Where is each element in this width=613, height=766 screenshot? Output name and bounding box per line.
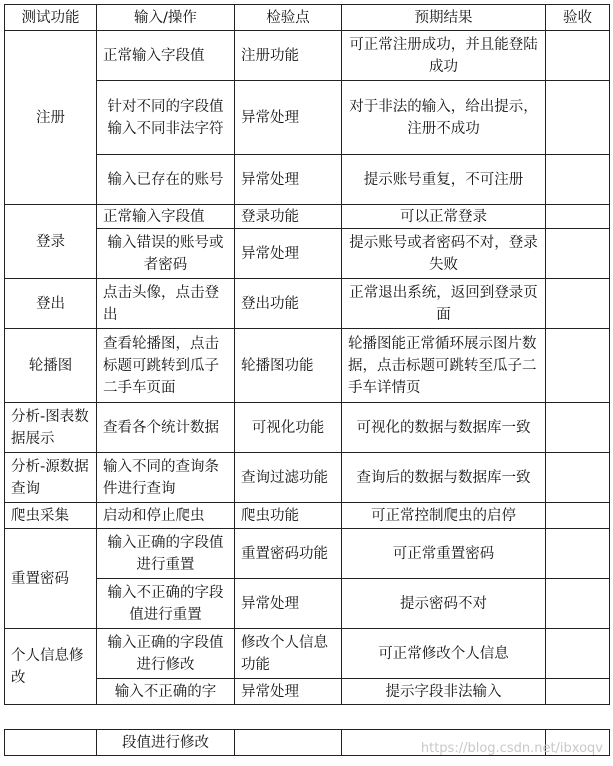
accept-cell bbox=[546, 529, 610, 579]
input-cell: 输入不同的查询条件进行查询 bbox=[97, 453, 235, 503]
accept-cell bbox=[546, 629, 610, 679]
input-cell: 查看轮播图，点击标题可跳转到瓜子二手车页面 bbox=[97, 329, 235, 403]
expected-cell: 可视化的数据与数据库一致 bbox=[342, 403, 546, 453]
check-cell: 登录功能 bbox=[235, 205, 342, 229]
feature-cell: 注册 bbox=[5, 31, 97, 205]
check-cell: 异常处理 bbox=[235, 155, 342, 205]
table-row bbox=[5, 529, 610, 579]
input-cell: 正常输入字段值 bbox=[97, 205, 235, 229]
accept-cell bbox=[546, 453, 610, 503]
watermark: https://blog.csdn.net/ibxoqv bbox=[420, 741, 603, 756]
check-cell: 注册功能 bbox=[235, 31, 342, 81]
input-cell: 输入已存在的账号 bbox=[97, 155, 235, 205]
input-cell: 输入正确的字段值进行修改 bbox=[97, 629, 235, 679]
accept-cell bbox=[546, 229, 610, 279]
check-cell bbox=[235, 730, 342, 756]
expected-cell: 可正常重置密码 bbox=[342, 529, 546, 579]
table-row bbox=[5, 629, 610, 679]
input-cell: 正常输入字段值 bbox=[97, 31, 235, 81]
table-row bbox=[5, 453, 610, 503]
input-cell: 输入正确的字段值进行重置 bbox=[97, 529, 235, 579]
check-cell: 登出功能 bbox=[235, 279, 342, 329]
expected-cell: 提示密码不对 bbox=[342, 579, 546, 629]
expected-cell: 可正常控制爬虫的启停 bbox=[342, 503, 546, 529]
feature-cell: 登出 bbox=[5, 279, 97, 329]
check-cell: 重置密码功能 bbox=[235, 529, 342, 579]
input-cell: 查看各个统计数据 bbox=[97, 403, 235, 453]
feature-cell: 重置密码 bbox=[5, 529, 97, 629]
feature-cell: 分析-图表数据展示 bbox=[5, 403, 97, 453]
check-cell: 查询过滤功能 bbox=[235, 453, 342, 503]
expected-cell: 可以正常登录 bbox=[342, 205, 546, 229]
accept-cell bbox=[546, 279, 610, 329]
feature-cell: 爬虫采集 bbox=[5, 503, 97, 529]
header-row bbox=[5, 5, 610, 31]
expected-cell: 提示账号重复，不可注册 bbox=[342, 155, 546, 205]
table-row bbox=[5, 329, 610, 403]
accept-cell bbox=[546, 503, 610, 529]
expected-cell: 提示账号或者密码不对，登录失败 bbox=[342, 229, 546, 279]
input-cell: 启动和停止爬虫 bbox=[97, 503, 235, 529]
feature-cell: 轮播图 bbox=[5, 329, 97, 403]
accept-cell bbox=[546, 155, 610, 205]
header-expected: 预期结果 bbox=[342, 5, 546, 31]
feature-cell: 分析-源数据查询 bbox=[5, 453, 97, 503]
expected-cell: 可正常修改个人信息 bbox=[342, 629, 546, 679]
accept-cell bbox=[546, 329, 610, 403]
header-check: 检验点 bbox=[235, 5, 342, 31]
expected-cell: 轮播图能正常循环展示图片数据，点击标题可跳转至瓜子二手车详情页 bbox=[342, 329, 546, 403]
input-cell: 针对不同的字段值输入不同非法字符 bbox=[97, 81, 235, 155]
check-cell: 异常处理 bbox=[235, 679, 342, 705]
input-cell: 输入不正确的字段值进行重置 bbox=[97, 579, 235, 629]
accept-cell bbox=[546, 579, 610, 629]
feature-cell: 登录 bbox=[5, 205, 97, 279]
input-cell: 输入不正确的字 bbox=[97, 679, 235, 705]
accept-cell bbox=[546, 679, 610, 705]
accept-cell bbox=[546, 205, 610, 229]
input-cell: 段值进行修改 bbox=[97, 730, 235, 756]
header-input: 输入/操作 bbox=[97, 5, 235, 31]
table-row bbox=[5, 205, 610, 229]
test-case-table bbox=[4, 4, 610, 705]
expected-cell: 可正常注册成功，并且能登陆成功 bbox=[342, 31, 546, 81]
check-cell: 异常处理 bbox=[235, 229, 342, 279]
check-cell: 异常处理 bbox=[235, 81, 342, 155]
expected-cell: 提示字段非法输入 bbox=[342, 679, 546, 705]
accept-cell bbox=[546, 31, 610, 81]
table-row bbox=[5, 31, 610, 81]
check-cell: 爬虫功能 bbox=[235, 503, 342, 529]
feature-cell: 个人信息修改 bbox=[5, 629, 97, 705]
input-cell: 输入错误的账号或者密码 bbox=[97, 229, 235, 279]
header-feature: 测试功能 bbox=[5, 5, 97, 31]
check-cell: 轮播图功能 bbox=[235, 329, 342, 403]
accept-cell bbox=[546, 81, 610, 155]
table-row bbox=[5, 503, 610, 529]
header-accept: 验收 bbox=[546, 5, 610, 31]
check-cell: 可视化功能 bbox=[235, 403, 342, 453]
expected-cell: 对于非法的输入，给出提示，注册不成功 bbox=[342, 81, 546, 155]
feature-cell bbox=[5, 730, 97, 756]
check-cell: 修改个人信息功能 bbox=[235, 629, 342, 679]
check-cell: 异常处理 bbox=[235, 579, 342, 629]
table-row bbox=[5, 403, 610, 453]
expected-cell: 正常退出系统，返回到登录页面 bbox=[342, 279, 546, 329]
table-row bbox=[5, 279, 610, 329]
input-cell: 点击头像，点击登出 bbox=[97, 279, 235, 329]
expected-cell: 查询后的数据与数据库一致 bbox=[342, 453, 546, 503]
accept-cell bbox=[546, 403, 610, 453]
